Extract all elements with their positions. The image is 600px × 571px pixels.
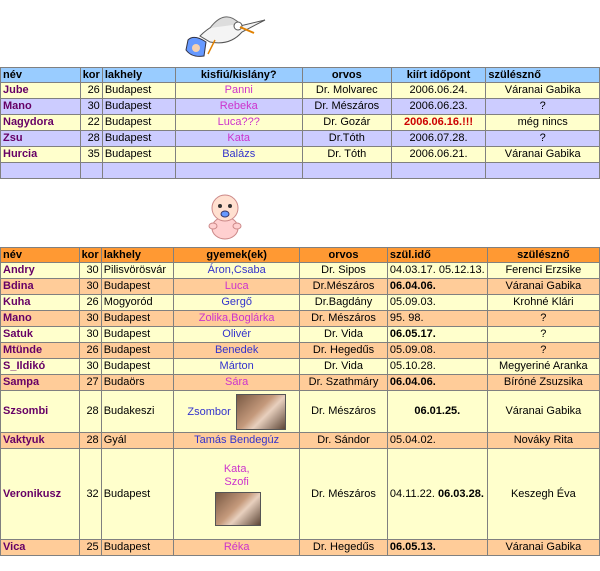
age-cell: 30 <box>79 279 101 295</box>
baby-photo <box>236 394 286 430</box>
header-cell: kiírt időpont <box>391 68 486 83</box>
table-header <box>1 248 600 263</box>
doctor-cell: Dr. Mészáros <box>302 99 391 115</box>
date-cell: 06.04.06. <box>387 279 487 295</box>
mother-name: Veronikusz <box>1 449 80 540</box>
city-cell: Budapest <box>101 359 174 375</box>
date-cell: 2006.07.28. <box>391 131 486 147</box>
child-cell: Luca <box>174 279 300 295</box>
midwife-cell: ? <box>487 311 599 327</box>
midwife-cell: ? <box>487 327 599 343</box>
date-cell: 2006.06.21. <box>391 147 486 163</box>
doctor-cell: Dr. Mészáros <box>300 311 388 327</box>
date-cell: 2006.06.23. <box>391 99 486 115</box>
city-cell: Budapest <box>101 327 174 343</box>
header-cell: szülésznő <box>486 68 600 83</box>
age-cell: 30 <box>79 311 101 327</box>
header-cell: kisfiú/kislány? <box>175 68 302 83</box>
table-row <box>1 99 600 115</box>
header-cell: név <box>1 248 80 263</box>
city-cell: Budapest <box>101 449 174 540</box>
header-cell: lakhely <box>102 68 175 83</box>
city-cell: Budaörs <box>101 375 174 391</box>
city-cell: Budapest <box>102 131 175 147</box>
city-cell: Budakeszi <box>101 391 174 433</box>
table-row <box>1 433 600 449</box>
child-cell <box>174 449 300 540</box>
table-header <box>1 68 600 83</box>
midwife-cell: ? <box>486 131 600 147</box>
date-cell: 05.04.02. <box>387 433 487 449</box>
midwife-cell: ? <box>487 343 599 359</box>
header-cell: név <box>1 68 81 83</box>
table-row <box>1 131 600 147</box>
date-cell: 06.01.25. <box>387 391 487 433</box>
mother-name: Mtünde <box>1 343 80 359</box>
city-cell: Budapest <box>102 147 175 163</box>
births-table <box>0 247 600 556</box>
table-row <box>1 375 600 391</box>
header-cell: szül.idő <box>387 248 487 263</box>
table-row <box>1 83 600 99</box>
table-row <box>1 279 600 295</box>
midwife-cell: ? <box>486 99 600 115</box>
age-cell: 27 <box>79 375 101 391</box>
date-cell: 06.05.13. <box>387 540 487 556</box>
city-cell: Budapest <box>101 311 174 327</box>
table-row <box>1 115 600 131</box>
age-cell: 30 <box>79 359 101 375</box>
table-row <box>1 263 600 279</box>
doctor-cell: Dr. Sándor <box>300 433 388 449</box>
date-first: 04.11.22. <box>389 487 435 500</box>
child-name: Kata, <box>223 462 250 475</box>
table-row <box>1 163 600 179</box>
age-cell: 26 <box>79 295 101 311</box>
header-cell: gyemek(ek) <box>174 248 300 263</box>
midwife-cell: Váranai Gabika <box>486 147 600 163</box>
header-cell: lakhely <box>101 248 174 263</box>
doctor-cell: Dr.Tóth <box>302 131 391 147</box>
header-cell: kor <box>80 68 102 83</box>
child-name: Szofi <box>224 475 249 488</box>
doctor-cell: Dr. Mészáros <box>300 391 388 433</box>
mother-name: Andry <box>1 263 80 279</box>
mother-name: Kuha <box>1 295 80 311</box>
child-cell: Tamás Bendegúz <box>174 433 300 449</box>
mother-name: Vica <box>1 540 80 556</box>
midwife-cell: még nincs <box>486 115 600 131</box>
midwife-cell: Váranai Gabika <box>486 83 600 99</box>
midwife-cell: Váranai Gabika <box>487 391 599 433</box>
table-row <box>1 147 600 163</box>
date-cell: 2006.06.16.!!! <box>391 115 486 131</box>
city-cell: Pilisvörösvár <box>101 263 174 279</box>
city-cell: Budapest <box>101 343 174 359</box>
child-cell: Gergő <box>174 295 300 311</box>
midwife-cell: Ferenci Erzsike <box>487 263 599 279</box>
midwife-cell: Váranai Gabika <box>487 279 599 295</box>
doctor-cell: Dr. Hegedűs <box>300 540 388 556</box>
doctor-cell: Dr.Bagdány <box>300 295 388 311</box>
child-cell: Réka <box>174 540 300 556</box>
table-row <box>1 359 600 375</box>
mother-name: Vaktyuk <box>1 433 80 449</box>
table-row <box>1 391 600 433</box>
city-cell: Budapest <box>101 279 174 295</box>
header-cell: orvos <box>302 68 391 83</box>
child-cell: Márton <box>174 359 300 375</box>
table-row <box>1 449 600 540</box>
city-cell: Budapest <box>102 115 175 131</box>
age-cell: 30 <box>80 99 102 115</box>
child-cell: Panni <box>175 83 302 99</box>
doctor-cell: Dr. Vida <box>300 327 388 343</box>
date-cell: 05.09.08. <box>387 343 487 359</box>
mother-name: Mano <box>1 99 81 115</box>
age-cell: 22 <box>80 115 102 131</box>
date-cell: 06.05.17. <box>387 327 487 343</box>
city-cell: Budapest <box>102 99 175 115</box>
table-row <box>1 343 600 359</box>
doctor-cell: Dr. Mészáros <box>300 449 388 540</box>
age-cell: 35 <box>80 147 102 163</box>
doctor-cell: Dr. Hegedűs <box>300 343 388 359</box>
age-cell: 26 <box>79 343 101 359</box>
mother-name: Nagydora <box>1 115 81 131</box>
midwife-cell: Krohné Klári <box>487 295 599 311</box>
child-cell: Kata <box>175 131 302 147</box>
date-cell: 05.09.03. <box>387 295 487 311</box>
city-cell: Mogyoród <box>101 295 174 311</box>
age-cell: 25 <box>79 540 101 556</box>
child-name: Zsombor <box>187 405 231 418</box>
midwife-cell: Megyeriné Aranka <box>487 359 599 375</box>
date-cell: 04.03.17. 05.12.13. <box>387 263 487 279</box>
age-cell: 30 <box>79 263 101 279</box>
date-cell: 05.10.28. <box>387 359 487 375</box>
city-cell: Gyál <box>101 433 174 449</box>
doctor-cell: Dr. Vida <box>300 359 388 375</box>
child-cell: Balázs <box>175 147 302 163</box>
midwife-cell: Bíróné Zsuzsika <box>487 375 599 391</box>
city-cell: Budapest <box>102 83 175 99</box>
child-cell: Áron,Csaba <box>174 263 300 279</box>
midwife-cell: Keszegh Éva <box>487 449 599 540</box>
header-cell: orvos <box>300 248 388 263</box>
doctor-cell: Dr. Szathmáry <box>300 375 388 391</box>
age-cell: 28 <box>80 131 102 147</box>
age-cell: 28 <box>79 391 101 433</box>
mother-name: Szsombi <box>1 391 80 433</box>
date-cell <box>387 449 487 540</box>
age-cell: 32 <box>79 449 101 540</box>
doctor-cell: Dr.Mészáros <box>300 279 388 295</box>
mother-name: Jube <box>1 83 81 99</box>
child-cell: Luca??? <box>175 115 302 131</box>
midwife-cell: Váranai Gabika <box>487 540 599 556</box>
midwife-cell: Nováky Rita <box>487 433 599 449</box>
date-second: 06.03.28. <box>438 487 484 500</box>
mother-name: Hurcia <box>1 147 81 163</box>
stork-icon <box>180 6 270 62</box>
doctor-cell: Dr. Tóth <box>302 147 391 163</box>
date-cell: 06.04.06. <box>387 375 487 391</box>
header-cell: szülésznő <box>487 248 599 263</box>
table-row <box>1 295 600 311</box>
mother-name: S_Ildikó <box>1 359 80 375</box>
child-cell <box>174 391 300 433</box>
mother-name: Sampa <box>1 375 80 391</box>
mother-name: Mano <box>1 311 80 327</box>
age-cell: 28 <box>79 433 101 449</box>
age-cell: 30 <box>79 327 101 343</box>
table-row <box>1 540 600 556</box>
mother-name: Zsu <box>1 131 81 147</box>
child-cell: Benedek <box>174 343 300 359</box>
child-cell: Sára <box>174 375 300 391</box>
doctor-cell: Dr. Sipos <box>300 263 388 279</box>
mother-name: Satuk <box>1 327 80 343</box>
table-row <box>1 311 600 327</box>
mother-name: Bdina <box>1 279 80 295</box>
due-dates-table <box>0 67 600 179</box>
city-cell: Budapest <box>101 540 174 556</box>
child-cell: Rebeka <box>175 99 302 115</box>
child-cell: Zolika,Boglárka <box>174 311 300 327</box>
child-cell: Olivér <box>174 327 300 343</box>
date-cell: 95. 98. <box>387 311 487 327</box>
age-cell: 26 <box>80 83 102 99</box>
date-cell: 2006.06.24. <box>391 83 486 99</box>
table-row <box>1 327 600 343</box>
baby-icon <box>203 190 247 242</box>
header-cell: kor <box>79 248 101 263</box>
baby-photo <box>215 492 261 526</box>
doctor-cell: Dr. Gozár <box>302 115 391 131</box>
doctor-cell: Dr. Molvarec <box>302 83 391 99</box>
